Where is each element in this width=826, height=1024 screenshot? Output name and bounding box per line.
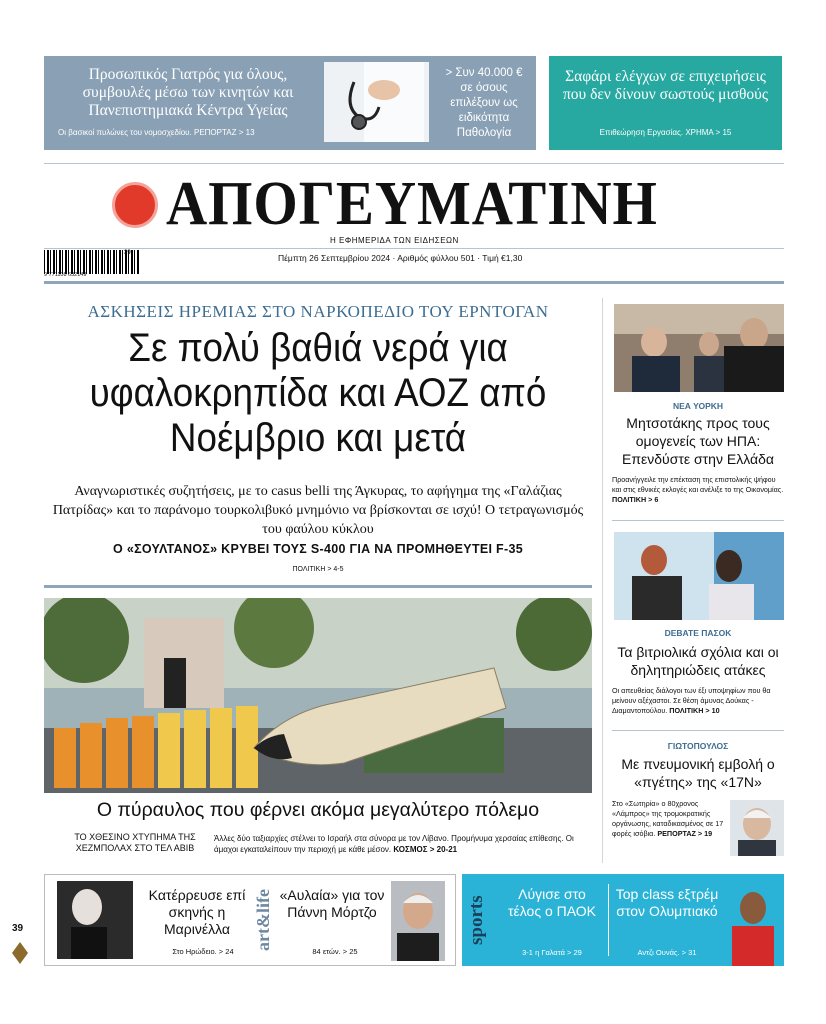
giotopoulos-photo [730,800,784,856]
sidebar-body-2 [612,686,784,716]
sidebar-body-2-text: Οι απευθείας διάλογοι των έξι υποψηφίων που θα μείνουν αξέχαστοι. Σε θέση άμυνας Δούκας - Διαμαντοπούλου. [612,686,771,715]
sidebar-headline-3[interactable]: Με πνευμονική εμβολή ο «πγέτης» της «17Ν» [621,756,775,790]
lead-ref: ΠΟΛΙΤΙΚΗ > 4-5 [292,566,344,573]
missile-photo[interactable] [44,598,592,793]
photo-left-note: ΤΟ ΧΘΕΣΙΝΟ ΧΤΥΠΗΜΑ ΤΗΣ ΧΕΖΜΠΟΛΑΧ ΣΤΟ ΤΕΛ ΑΒΙΒ [74,832,196,853]
inspections-banner[interactable] [549,56,782,150]
sports-strip[interactable] [462,874,784,966]
divider [608,884,609,956]
sidebar-body-3 [612,799,724,839]
mortzos-photo [391,881,445,961]
sports-item4-title: Top class εξτρέμ στον Ολυμπιακό [615,886,719,919]
sports-section-label: sports [466,895,487,945]
lead-deck: Αναγνωριστικές συζητήσεις, με το casus belli της Άγκυρας, το αφήγημα της «Γαλάζιας Πατρίδας» και το παράνομο τουρκολιβυκό μνημόνιο να βρίσκονται σε ισχύ! Ο τετραγωνισμός του φαύλου κύκλου [52,484,584,537]
sidebar-label-3: ΓΙΩΤΟΠΟΥΛΟΣ [667,741,729,751]
health-banner-ref: Οι βασικοί πυλώνες του νομοσχεδίου. ΡΕΠΟΡΤΑΖ > 13 [58,128,255,137]
marinella-photo [57,881,133,959]
sports-item3-title: Λύγισε στο τέλος ο ΠΑΟΚ [507,886,597,919]
column-divider [602,298,603,863]
sidebar-headline-1[interactable]: Μητσοτάκης προς τους ομογενείς των ΗΠΑ: Επενδύστε στην Ελλάδα [622,415,774,467]
mitsotakis-photo [614,304,784,392]
divider [612,730,784,731]
sidebar-body-1-text: Προανήγγειλε την επέκταση της επιστολικής ψήφου και στις εθνικές εκλογές και ανέλιξε το της Οικονομίας. [612,475,784,494]
divider [44,248,784,249]
sidebar-label-2: DEBATE ΠΑΣΟΚ [664,628,732,638]
lead-headline[interactable]: Σε πολύ βαθιά νερά για υφαλοκρηπίδα και ΑΟΖ από Νοέμβριο και μετά [89,326,547,460]
photo-right-ref: ΚΟΣΜΟΣ > 20-21 [393,845,458,854]
sidebar-body-3-text: Στο «Σωτηρία» ο 80χρονος «Λάμπρος» της τρομοκρατικής οργάνωσης, καταδικασμένος σε 17 φορές ισόβια. [612,799,724,838]
divider [44,281,784,284]
artlife-item2-ref: 84 ετών. > 25 [312,947,358,956]
masthead-title: ΑΠΟΓΕΥΜΑΤΙΝΗ [166,170,658,238]
divider [612,520,784,521]
divider [44,585,592,588]
photo-right-note [214,833,594,855]
issue-code: 39 [124,250,131,256]
diamond-icon [12,942,28,964]
sidebar-body-1 [612,475,784,505]
page-number: 39 [12,923,24,934]
sports-item3-ref: 3-1 η Γαλατά > 29 [522,948,582,957]
artlife-item1-title: Κατέρρευσε επί σκηνής η Μαρινέλλα [148,887,246,937]
stethoscope-photo [324,62,429,142]
lead-kicker: ΑΣΚΗΣΕΙΣ ΗΡΕΜΙΑΣ ΣΤΟ ΝΑΡΚΟΠΕΔΙΟ ΤΟΥ ΕΡΝΤΟΓΑΝ [87,302,549,321]
sidebar-ref-3: ΡΕΠΟΡΤΑΖ > 19 [657,829,713,838]
health-banner-side: > Συν 40.000 € σε όσους επιλέξουν ως ειδικότητα Παθολογία [445,67,523,139]
masthead-tagline: Η ΕΦΗΜΕΡΙΔΑ ΤΩΝ ΕΙΔΗΣΕΩΝ [330,236,459,245]
barcode-number: 9 771108 632149 [44,272,87,278]
inspections-banner-ref: Επιθεώρηση Εργασίας. ΧΡΗΜΑ > 15 [599,128,732,137]
sidebar-ref-1: ΠΟΛΙΤΙΚΗ > 6 [612,495,659,504]
inspections-banner-title: Σαφάρι ελέγχων σε επιχειρήσεις που δεν δίνουν σωστούς μισθούς [562,68,768,103]
newspaper-logo-icon [112,182,158,228]
dateline: Πέμπτη 26 Σεπτεμβρίου 2024 · Αριθμός φύλλου 501 · Τιμή €1,30 [278,253,523,263]
health-banner-title: Προσωπικός Γιατρός για όλους, συμβουλές μέσω των κινητών και Πανεπιστημιακά Κέντρα Υγείας [82,66,294,119]
artlife-strip[interactable] [44,874,456,966]
sports-item4-ref: Αντζι Ουνάς. > 31 [637,948,697,957]
player-photo [724,880,782,966]
debate-photo [614,532,784,620]
artlife-section-label: art&life [253,889,273,951]
sidebar-ref-2: ΠΟΛΙΤΙΚΗ > 10 [669,706,720,715]
artlife-item1-ref: Στο Ηρώδειο. > 24 [172,947,234,956]
artlife-item2-title: «Αυλαία» για τον Πάννη Μόρτζο [279,887,385,920]
photo-caption[interactable]: Ο πύραυλος που φέρνει ακόμα μεγαλύτερο πόλεμο [96,799,540,821]
lead-subhead[interactable]: Ο «ΣΟΥΛΤΑΝΟΣ» ΚΡΥΒΕΙ ΤΟΥΣ S-400 ΓΙΑ ΝΑ ΠΡΟΜΗΘΕΥΤΕΙ F-35 [113,542,523,556]
health-banner[interactable] [44,56,536,150]
photo-right-note-text: Άλλες δύο ταξιαρχίες στέλνει το Ισραήλ στα σύνορα με τον Λίβανο. Προμήνυμα χερσαίας επίθεσης. Οι άμαχοι εγκαταλείπουν την περιοχή με κάθε μέσον. [214,834,574,854]
sidebar-headline-2[interactable]: Τα βιτριολικά σχόλια και οι δηλητηριώδεις ατάκες [617,644,779,678]
divider [44,163,784,164]
sidebar-label-1: ΝΕΑ ΥΟΡΚΗ [672,401,724,411]
